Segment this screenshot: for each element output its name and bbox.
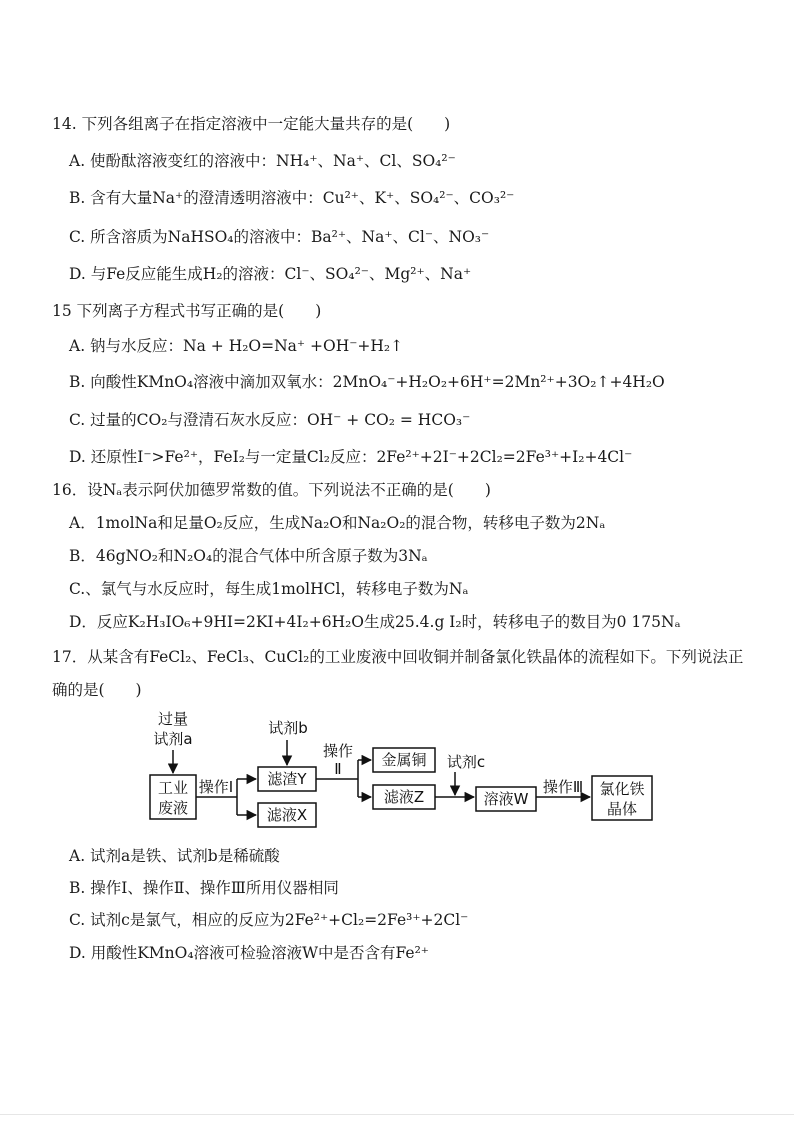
question-16-option-a[interactable]: A．1molNa和足量O₂反应，生成Na₂O和Na₂O₂的混合物，转移电子数为2Nₐ [69, 514, 606, 532]
label-reagent-c: 试剂c [446, 753, 486, 771]
question-16-option-b[interactable]: B．46gNO₂和N₂O₄的混合气体中所含原子数为3Nₐ [69, 547, 428, 565]
box-filtrate-z-label: 滤液Z [383, 788, 425, 806]
question-17-stem-continued: 确的是( ) [52, 681, 142, 699]
question-14-option-d[interactable]: D. 与Fe反应能生成H₂的溶液：Cl⁻、SO₄²⁻、Mg²⁺、Na⁺ [69, 265, 472, 283]
label-reagent-b: 试剂b [268, 719, 308, 737]
question-15-option-a[interactable]: A. 钠与水反应：Na + H₂O=Na⁺ +OH⁻+H₂↑ [69, 337, 404, 355]
box-copper-label: 金属铜 [381, 751, 427, 769]
question-17-option-a[interactable]: A. 试剂a是铁、试剂b是稀硫酸 [69, 847, 280, 865]
question-17-option-d[interactable]: D. 用酸性KMnO₄溶液可检验溶液W中是否含有Fe²⁺ [69, 944, 429, 962]
question-17-option-c[interactable]: C. 试剂c是氯气，相应的反应为2Fe²⁺+Cl₂=2Fe³⁺+2Cl⁻ [69, 911, 469, 929]
box-solution-w-label: 溶液W [483, 790, 529, 808]
box-waste-line2: 废液 [157, 799, 189, 817]
box-product-line1: 氯化铁 [599, 780, 645, 798]
label-operation-3: 操作Ⅲ [542, 778, 584, 796]
label-operation-2-line1: 操作 [322, 742, 354, 760]
question-14-option-a[interactable]: A. 使酚酞溶液变红的溶液中：NH₄⁺、Na⁺、Cl、SO₄²⁻ [69, 152, 456, 170]
box-product-line2: 晶体 [606, 800, 638, 818]
question-15-stem: 15 下列离子方程式书写正确的是( ) [52, 302, 322, 320]
label-operation-1: 操作Ⅰ [198, 778, 234, 796]
question-16-option-d[interactable]: D．反应K₂H₃IO₆+9HI=2KI+4I₂+6H₂O生成25.4.g I₂时，转移电子的数目为0 175Nₐ [69, 613, 681, 631]
question-16-stem: 16．设Nₐ表示阿伏加德罗常数的值。下列说法不正确的是( ) [52, 481, 491, 499]
label-operation-2-line2: Ⅱ [334, 760, 342, 778]
question-17-option-b[interactable]: B. 操作Ⅰ、操作Ⅱ、操作Ⅲ所用仪器相同 [69, 879, 339, 897]
page-bottom-divider [0, 1114, 794, 1115]
box-filtrate-x-label: 滤液X [266, 806, 308, 824]
question-15-option-b[interactable]: B. 向酸性KMnO₄溶液中滴加双氧水：2MnO₄⁻+H₂O₂+6H⁺=2Mn²⁺+3O₂↑+4H₂O [69, 373, 665, 391]
question-15-option-c[interactable]: C. 过量的CO₂与澄清石灰水反应：OH⁻ + CO₂ = HCO₃⁻ [69, 411, 471, 429]
question-16-option-c[interactable]: C.、氯气与水反应时，每生成1molHCl，转移电子数为Nₐ [69, 580, 469, 598]
label-reagent-a-line2: 试剂a [153, 730, 193, 748]
label-reagent-a-line1: 过量 [157, 710, 189, 728]
box-waste-line1: 工业 [157, 779, 189, 797]
question-14-option-c[interactable]: C. 所含溶质为NaHSO₄的溶液中：Ba²⁺、Na⁺、Cl⁻、NO₃⁻ [69, 228, 490, 246]
question-17-stem: 17．从某含有FeCl₂、FeCl₃、CuCl₂的工业废液中回收铜并制备氯化铁晶体的流程如下。下列说法正 [52, 648, 744, 666]
question-14-option-b[interactable]: B. 含有大量Na⁺的澄清透明溶液中：Cu²⁺、K⁺、SO₄²⁻、CO₃²⁻ [69, 189, 515, 207]
box-residue-y-label: 滤渣Y [267, 770, 307, 788]
question-14-stem: 14. 下列各组离子在指定溶液中一定能大量共存的是( ) [52, 115, 451, 133]
question-15-option-d[interactable]: D. 还原性I⁻>Fe²⁺，FeI₂与一定量Cl₂反应：2Fe²⁺+2I⁻+2Cl₂=2Fe³⁺+I₂+4Cl⁻ [69, 448, 633, 466]
